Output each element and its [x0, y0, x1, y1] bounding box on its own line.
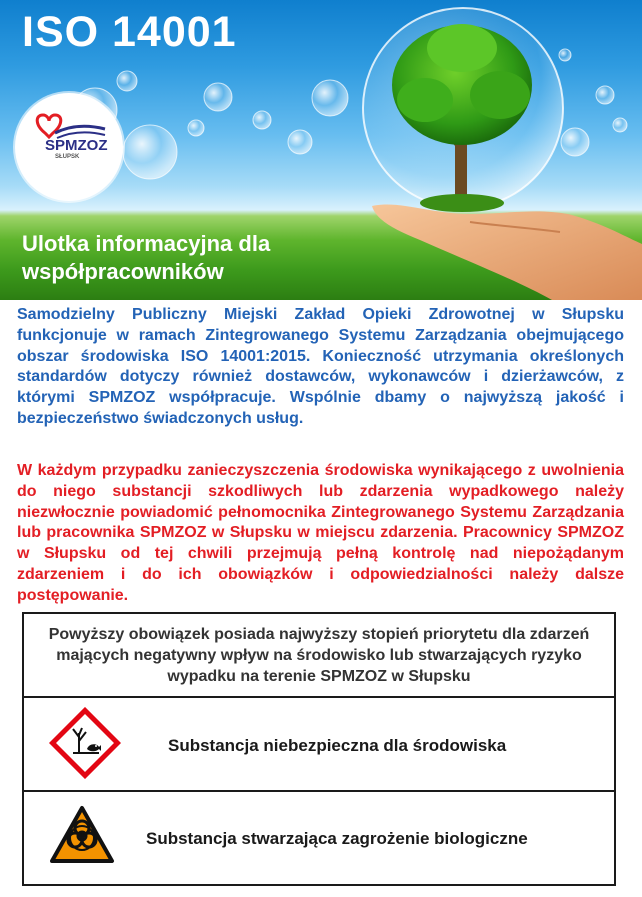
bubble — [123, 125, 177, 179]
hand — [372, 205, 642, 300]
bubble — [613, 118, 627, 132]
bubble — [204, 83, 232, 111]
biohazard-icon — [49, 805, 115, 865]
page-title: ISO 14001 — [22, 8, 237, 56]
logo-text: SPMZOZ — [45, 137, 108, 154]
bubble — [561, 128, 589, 156]
hazard-row-environment — [24, 698, 614, 792]
bubble — [288, 130, 312, 154]
bubble — [188, 120, 204, 136]
hazard-label-biological: Substancja stwarzająca zagrożenie biologiczne — [146, 829, 528, 848]
bubble — [312, 80, 348, 116]
bubble — [596, 86, 614, 104]
intro-paragraph: Samodzielny Publiczny Miejski Zakład Opieki Zdrowotnej w Słupsku funkcjonuje w ramach Zintegrowanego Systemu Zarządzania obejmującego obszar środowiska ISO 14001:2015. Konieczność utrzymania określonych standardów dotyczy również dostawców, wykonawców i dzierżawców, z którymi SPMZOZ współpracuje. Wspólnie dbamy o najwyższą jakość i bezpieczeństwo świadczonych usług. — [17, 306, 624, 427]
priority-notice-text: Powyższy obowiązek posiada najwyższy stopień priorytetu dla zdarzeń mających negatywny wpływ na środowisko lub stwarzających ryzyko wypadku na terenie SPMZOZ w Słupsku — [48, 626, 590, 685]
hero-banner — [0, 0, 642, 300]
logo-subtext: SŁUPSK — [55, 154, 80, 160]
bubble — [253, 111, 271, 129]
bubble — [117, 71, 137, 91]
page-subtitle: Ulotka informacyjna dla współpracowników — [22, 231, 271, 284]
hazard-label-environment: Substancja niebezpieczna dla środowiska — [168, 736, 507, 755]
environmental-hazard-icon — [49, 707, 121, 779]
spmzoz-logo — [15, 93, 123, 201]
bubble — [559, 49, 571, 61]
incident-instructions-paragraph: W każdym przypadku zanieczyszczenia środowiska wynikającego z uwolnienia do niego substancji szkodliwych lub zdarzenia wypadkowego należy niezwłocznie powiadomić pełnomocnika Zintegrowanego Systemu Zarządzania lub pracownika SPMZOZ w Słupsku w miejscu zdarzenia. Pracownicy SPMZOZ w Słupsku od tej chwili przejmują pełną kontrolę nad niepożądanym zdarzeniem i do ich obowiązków i odpowiedzialności należy dalsze postępowanie. — [17, 462, 624, 604]
hazard-row-biological — [24, 792, 614, 884]
priority-notice-box — [22, 612, 616, 886]
priority-notice-row — [24, 614, 614, 698]
